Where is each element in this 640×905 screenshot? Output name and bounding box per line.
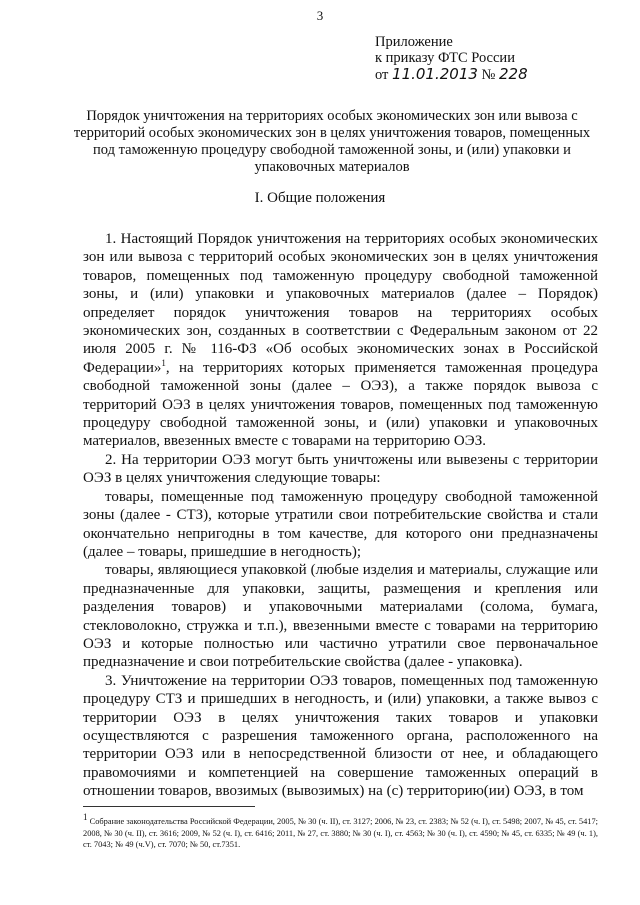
approval-date-line: [375, 66, 528, 83]
document-body: [83, 230, 598, 801]
paragraph-2: 2. На территории ОЭЗ могут быть уничтожены или вывезены с территории ОЭЗ в целях уничтожения следующие товары:: [83, 451, 598, 487]
paragraph-1-text: 1. Настоящий Порядок уничтожения на территориях особых экономических зон или вывоза с территорий особых экономических зон в целях уничтожения товаров, помещенных под таможенную процедуру свободной таможенной зоны, и (или) упаковки и упаковочных материалов (далее – Порядок) определяет порядок уничтожения товаров на территориях особых экономических зон, созданных в соответствии с Федеральным законом от 22 июля 2005 г. № 116-ФЗ «Об особых экономических зонах в Российской Федерации»: [83, 231, 598, 376]
approval-line-1: Приложение: [375, 34, 453, 50]
paragraph-1-text-cont: , на территориях которых применяется таможенная процедура свободной таможенной зоны (далее – ОЭЗ), а также порядок вывоза с территорий ОЭЗ в целях уничтожения товаров, помещенных под таможенную процедуру свободной таможенной зоны, и (или) упаковки и упаковочных материалов, ввезенных вместе с товарами на территорию ОЭЗ.: [83, 359, 598, 450]
footnote: [83, 812, 598, 851]
footnote-reference: 1: [161, 357, 166, 368]
handwritten-date: 11.01.2013: [392, 65, 478, 83]
section-heading: I. Общие положения: [254, 190, 386, 206]
footnote-number: 1: [83, 812, 88, 823]
document-title: Порядок уничтожения на территориях особых экономических зон или вывоза с территорий особых экономических зон в целях уничтожения товаров, помещенных под таможенную процедуру свободной таможенной зоны, и (или) упаковки и упаковочных материалов: [73, 108, 591, 175]
handwritten-number: 228: [499, 65, 528, 83]
footnote-text: Собрание законодательства Российской Федерации, 2005, № 30 (ч. II), ст. 3127; 2006, № 23, ст. 2383; № 52 (ч. I), ст. 5498; 2007, № 45, ст. 5417; 2008, № 30 (ч. II), ст. 3616; 2009, № 52 (ч. I), ст. 6416; 2011, № 27, ст. 3880; № 30 (ч. I), ст. 4563; № 30 (ч. I), ст. 4590; № 45, ст. 6335; № 49 (ч. 1), ст. 7043; № 49 (ч.V), ст. 7070; № 50, ст.7351.: [83, 817, 598, 850]
date-prefix: от: [375, 67, 389, 83]
paragraph-1: [83, 230, 598, 451]
footnote-divider: [83, 806, 255, 807]
page-number: 3: [316, 8, 324, 23]
approval-line-2: к приказу ФТС России: [375, 50, 515, 66]
paragraph-3: 3. Уничтожение на территории ОЭЗ товаров, помещенных под таможенную процедуру СТЗ и пришедших в негодность, и (или) упаковки, а также вывоз с территории ОЭЗ в целях уничтожения таких товаров и упаковки осуществляются с разрешения таможенного органа, расположенного на территории ОЭЗ или в непосредственной близости от нее, и обладающего правомочиями и компетенцией на совершение таможенных операций в отношении товаров, ввозимых (вывозимых) на (с) территорию(ии) ОЭЗ, в том: [83, 672, 598, 800]
number-prefix: №: [481, 67, 496, 83]
approval-block: [375, 34, 528, 83]
paragraph-2b: товары, являющиеся упаковкой (любые изделия и материалы, служащие или предназначенные для упаковки, защиты, размещения и крепления или разделения товаров) и упаковочными материалами (солома, бумага, стекловолокно, стружка и т.п.), ввезенными вместе с товарами на территорию ОЭЗ и которые полностью или частично утратили свое первоначальное предназначение и свои потребительские свойства (далее - упаковка).: [83, 562, 598, 671]
paragraph-2a: товары, помещенные под таможенную процедуру свободной таможенной зоны (далее - СТЗ), которые утратили свои потребительские свойства и стали окончательно непригодны в том качестве, для которого они предназначены (далее – товары, пришедшие в негодность);: [83, 488, 598, 560]
